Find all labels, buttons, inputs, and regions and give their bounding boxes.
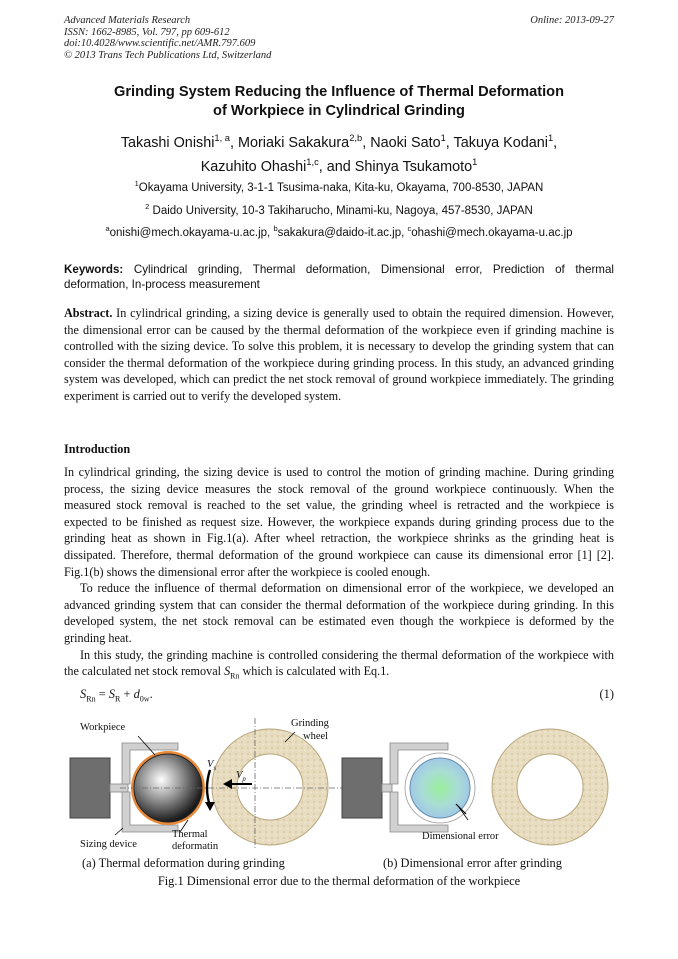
email-marker: a <box>105 224 110 234</box>
journal-header <box>64 15 271 61</box>
affil-marker: 2 <box>145 202 150 212</box>
figure-1-illustration <box>60 710 620 858</box>
affil-text: Okayama University, 3-1-1 Tsusima-naka, Kita-ku, Okayama, 700-8530, JAPAN <box>138 182 544 194</box>
author-separator: , and <box>318 159 355 175</box>
caption-a: (a) Thermal deformation during grinding <box>82 856 285 870</box>
caption-b: (b) Dimensional error after grinding <box>383 856 562 870</box>
keywords-label: Keywords: <box>64 263 124 276</box>
label-dimensional-error: Dimensional error <box>422 831 499 842</box>
doi-line: doi:10.4028/www.scientific.net/AMR.797.609 <box>64 38 256 49</box>
author-name: Shinya Tsukamoto <box>354 159 473 175</box>
keywords-block <box>64 262 614 292</box>
author-name: Takashi Onishi <box>120 135 215 151</box>
abstract-label: Abstract. <box>64 306 113 320</box>
author-line-1: Takashi Onishi$^{1, a}$, Moriaki Sakakura$^{2,b}$, Naoki Sato$^1$, Takuya Kodani$^1$, <box>120 133 558 151</box>
sizing-device-stem <box>382 784 392 792</box>
intro-paragraph-2: To reduce the influence of thermal deformation on dimensional error of the workpiece, we developed an advanced grinding system that can consider the thermal deformation of the workpiece during grinding. In this developed system, the net stock removal can be estimated even though the workpiece is deformed by the grinding heat. <box>64 581 614 645</box>
label-grinding: Grinding <box>291 718 329 729</box>
intro-paragraph-1: In cylindrical grinding, the sizing device is used to control the motion of grinding machine. During grinding process, the sizing device measures the stock removal of the ground workpiece continuously. When the measured stock removal is reached to the set value, the grinding wheel is retracted and the workpiece is expected to be finished as request size. However, the workpiece expands during grinding process due to the grinding heat as shown in Fig.1(a). After wheel retraction, the workpiece shrinks as the grinding heat is dissipated. Therefore, thermal deformation of the ground workpiece can cause its dimensional error [1] [2]. Fig.1(b) shows the dimensional error after the workpiece is cooled enough. <box>64 465 614 579</box>
eq-subscript: Rn <box>86 694 96 704</box>
equation-number: (1) <box>599 687 614 701</box>
introduction-heading: Introduction <box>64 442 131 456</box>
journal-name: Advanced Materials Research <box>64 15 191 26</box>
author-name: Moriaki Sakakura <box>238 135 350 151</box>
eq-terminator: . <box>149 687 153 701</box>
label-vs <box>207 759 217 773</box>
label-wheel: wheel <box>303 731 329 742</box>
label-thermal: Thermal <box>172 829 208 840</box>
author-line-2 <box>30 155 648 179</box>
author-separator: , <box>362 135 371 151</box>
email-line <box>30 224 648 239</box>
eq-operator: = <box>95 687 109 701</box>
label-sizing-device: Sizing device <box>80 839 137 850</box>
label-vp <box>236 770 246 784</box>
eq-subscript: R <box>115 694 121 704</box>
title-line-1: Grinding System Reducing the Influence of Thermal Deformation <box>113 84 565 100</box>
author-affil: 1,c <box>306 157 319 168</box>
author-list <box>30 131 648 179</box>
label-vs-main: V <box>207 759 214 770</box>
affiliation-1 <box>30 179 648 194</box>
author-name: Naoki Sato <box>370 135 441 151</box>
panel-b <box>342 729 608 845</box>
email-text: ohashi@mech.okayama-u.ac.jp <box>411 227 573 239</box>
author-separator: , <box>445 135 454 151</box>
introduction-body <box>64 464 614 680</box>
label-deformatin: deformatin <box>172 841 219 852</box>
label-vp-main: V <box>236 770 243 781</box>
eq-subscript: 0w <box>139 694 150 704</box>
intro-p3-text: which is calculated with Eq.1. <box>239 664 390 679</box>
email-text: onishi@mech.okayama-u.ac.jp, <box>109 227 274 239</box>
copyright-line: © 2013 Trans Tech Publications Ltd, Switzerland <box>64 49 272 61</box>
intro-p3-sub: Rn <box>230 671 240 681</box>
eq-operator: + <box>120 687 134 701</box>
online-date: Online: 2013-09-27 <box>530 15 614 26</box>
label-workpiece: Workpiece <box>80 722 126 733</box>
title-line-2: of Workpiece in Cylindrical Grinding <box>213 103 465 119</box>
author-affil: 1 <box>472 157 478 168</box>
intro-p3-text: In this study, the grinding machine is controlled considering the thermal deformation of the workpiece with the calculated net stock removal <box>64 647 614 679</box>
intro-p3-var: S <box>224 664 231 679</box>
label-vp-sub: p <box>242 776 246 784</box>
affil-marker: 1 <box>134 179 139 189</box>
author-name: Takuya Kodani <box>453 135 548 151</box>
eq-symbol: S <box>108 687 115 701</box>
affil-text: Daido University, 10-3 Takiharucho, Minami-ku, Nagoya, 457-8530, JAPAN <box>152 205 533 217</box>
author-affil: 1 <box>440 133 446 144</box>
author-name: Kazuhito Ohashi <box>200 159 307 175</box>
paper-title <box>40 83 638 121</box>
author-affil: 1, a <box>214 133 231 144</box>
sizing-device-body <box>70 758 110 818</box>
rotation-arrowhead <box>205 802 215 811</box>
abstract-block <box>64 305 614 405</box>
email-marker: c <box>407 224 412 234</box>
keywords-text: Cylindrical grinding, Thermal deformation, Dimensional error, Prediction of thermal deformation, In-process measurement <box>64 263 614 291</box>
email-text: sakakura@daido-it.ac.jp, <box>277 227 408 239</box>
abstract-text: In cylindrical grinding, a sizing device is generally used to obtain the required dimension. However, the dimensional error can be caused by the thermal deformation of the workpiece even if grinding machine is controlled with the sizing device. To solve this problem, it is necessary to develop the grinding system that can consider the thermal deformation of the workpiece during grinding process. In this study, an advanced grinding system was developed, which can predict the net stock removal of ground workpiece immediately. The grinding experiment is carried out to verify the developed system. <box>64 306 615 403</box>
intro-paragraph-3 <box>64 647 614 680</box>
figure-1-caption: Fig.1 Dimensional error due to the thermal deformation of the workpiece <box>157 874 521 888</box>
eq-symbol: d <box>133 687 140 701</box>
sizing-device-body <box>342 758 382 818</box>
author-separator: , <box>230 135 239 151</box>
affiliation-2 <box>30 202 648 217</box>
label-vs-sub: s <box>213 765 217 773</box>
equation-1 <box>80 687 153 702</box>
eq-symbol: S <box>80 687 87 701</box>
author-affil: 1 <box>547 133 554 144</box>
grinding-wheel-hole-a <box>237 754 303 820</box>
email-marker: b <box>273 224 278 234</box>
grinding-wheel-hole-b <box>517 754 583 820</box>
issn-line: ISSN: 1662-8985, Vol. 797, pp 609-612 <box>64 26 230 38</box>
author-affil: 2,b <box>349 133 363 144</box>
